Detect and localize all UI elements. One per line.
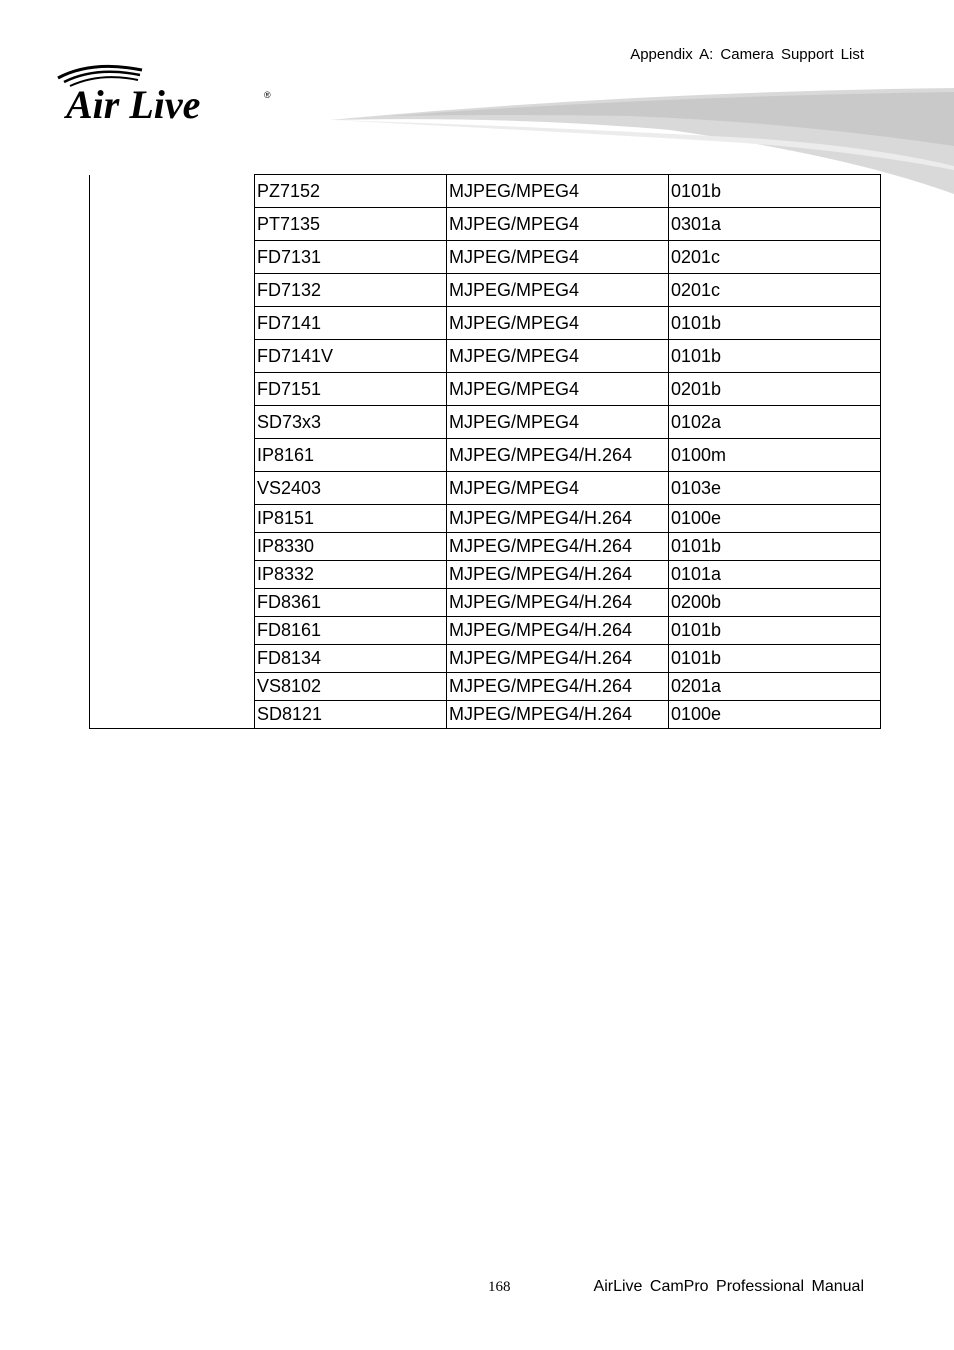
codec-cell: MJPEG/MPEG4 [447, 373, 669, 406]
version-cell: 0101b [669, 617, 881, 645]
version-cell: 0200b [669, 589, 881, 617]
version-cell: 0201b [669, 373, 881, 406]
version-cell: 0101b [669, 175, 881, 208]
model-cell: SD73x3 [255, 406, 447, 439]
logo-text: Air Live [66, 82, 201, 127]
version-cell: 0100e [669, 701, 881, 729]
page-number: 168 [488, 1279, 511, 1295]
codec-cell: MJPEG/MPEG4/H.264 [447, 533, 669, 561]
codec-cell: MJPEG/MPEG4 [447, 307, 669, 340]
version-cell: 0201c [669, 241, 881, 274]
model-cell: FD7132 [255, 274, 447, 307]
model-cell: FD8161 [255, 617, 447, 645]
model-cell: FD7141 [255, 307, 447, 340]
model-cell: VS8102 [255, 673, 447, 701]
codec-cell: MJPEG/MPEG4 [447, 274, 669, 307]
model-cell: FD7131 [255, 241, 447, 274]
version-cell: 0101b [669, 645, 881, 673]
version-cell: 0101b [669, 533, 881, 561]
codec-cell: MJPEG/MPEG4/H.264 [447, 645, 669, 673]
codec-cell: MJPEG/MPEG4 [447, 208, 669, 241]
codec-cell: MJPEG/MPEG4 [447, 175, 669, 208]
codec-cell: MJPEG/MPEG4 [447, 472, 669, 505]
codec-cell: MJPEG/MPEG4/H.264 [447, 673, 669, 701]
version-cell: 0301a [669, 208, 881, 241]
codec-cell: MJPEG/MPEG4/H.264 [447, 589, 669, 617]
model-cell: SD8121 [255, 701, 447, 729]
codec-cell: MJPEG/MPEG4 [447, 340, 669, 373]
codec-cell: MJPEG/MPEG4 [447, 241, 669, 274]
model-cell: FD7151 [255, 373, 447, 406]
codec-cell: MJPEG/MPEG4/H.264 [447, 561, 669, 589]
version-cell: 0201c [669, 274, 881, 307]
model-cell: IP8332 [255, 561, 447, 589]
section-title: Appendix A: Camera Support List [630, 46, 864, 63]
model-cell: PZ7152 [255, 175, 447, 208]
codec-cell: MJPEG/MPEG4/H.264 [447, 505, 669, 533]
brand-column-cell [90, 175, 255, 729]
codec-cell: MJPEG/MPEG4/H.264 [447, 439, 669, 472]
version-cell: 0101b [669, 307, 881, 340]
svg-text:®: ® [264, 90, 271, 100]
version-cell: 0103e [669, 472, 881, 505]
version-cell: 0201a [669, 673, 881, 701]
airlive-logo [52, 58, 284, 128]
version-cell: 0102a [669, 406, 881, 439]
model-cell: IP8330 [255, 533, 447, 561]
model-cell: FD7141V [255, 340, 447, 373]
codec-cell: MJPEG/MPEG4/H.264 [447, 617, 669, 645]
version-cell: 0101a [669, 561, 881, 589]
model-cell: FD8361 [255, 589, 447, 617]
model-cell: FD8134 [255, 645, 447, 673]
manual-title: AirLive CamPro Professional Manual [593, 1278, 864, 1295]
model-cell: IP8161 [255, 439, 447, 472]
model-cell: VS2403 [255, 472, 447, 505]
version-cell: 0100e [669, 505, 881, 533]
version-cell: 0101b [669, 340, 881, 373]
table-row [90, 175, 881, 208]
codec-cell: MJPEG/MPEG4/H.264 [447, 701, 669, 729]
codec-cell: MJPEG/MPEG4 [447, 406, 669, 439]
model-cell: IP8151 [255, 505, 447, 533]
model-cell: PT7135 [255, 208, 447, 241]
camera-support-table [89, 174, 881, 729]
version-cell: 0100m [669, 439, 881, 472]
